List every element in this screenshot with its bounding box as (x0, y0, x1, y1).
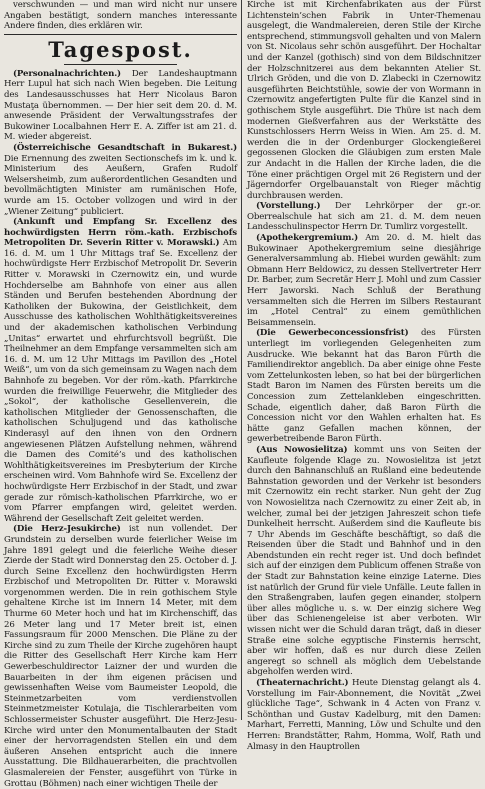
article-gesandtschaft (4, 143, 237, 217)
article-body: Der Landeshauptmann Herr Lupul hat sich nach Wien begeben. Die Leitung des Landesausschusses hat Herr Nicolaus Baron Mustaţa übernommen. — Der hier seit dem 20. d. M. anwesende Präsident der Verwaltungsstrafes der Bukowiner Localbahnen Herr E. A. Ziffer ist am 21. d. M. wieder abgereist. (4, 68, 237, 143)
right-column (247, 0, 481, 752)
article-vorstellung (247, 201, 481, 233)
article-body: kommt uns von Seiten der Kaufleute folgende Klage zu. Nowosielitza ist jetzt durch den Bahnanschluß an Rußland eine bedeutende Bahnstation geworden und der Verkehr ist besonders mit Czernowitz ein recht starker. Nun geht der Zug von Nowosielitza nach Czernowitz zu einer Zeit ab, in welcher, zumal bei der jetzigen Jahreszeit schon tiefe Dunkelheit herrscht. Außerdem sind die Kaufleute bis 7 Uhr Abends im Geschäfte beschäftigt, so daß die Reisenden über die Stadt und Bahnhof und in den Abendstunden ein recht reger ist. Und doch befindet sich auf der einzigen dem Publicum offenen Straße von der Stadt zur Bahnstation keine einzige Laterne. Dies ist natürlich der Grund für viele Unfälle. Leute fallen in den Straßengraben, laufen gegen einander, stolpern über alles mögliche u. s. w. Der einzig sichere Weg über das Schienengeleise ist aber verboten. Wir wissen nicht wer die Schuld daran trägt, daß in dieser Straße eine solche egyptische Finsternis herrscht, aber wir hoffen, daß es nur durch diese Zeilen angeregt so schnell als möglich dem Uebelstande abgeholfen werden wird. (247, 444, 481, 678)
article-headline: (Ankunft und Empfang Sr. Excellenz des hochwürdigsten Herrn röm.-kath. Erzbischofs Metropoliten Dr. Severin Ritter v. Morawski.) (4, 217, 237, 249)
article-body: Am 16. d. M. um 1 Uhr Mittags traf Se. Excellenz der hochwürdigste Herr Erzbischof Metropolit Dr. Severin Ritter v. Morawski in Czernowitz ein, und wurde Hochderselbe am Bahnhofe von einer aus allen Ständen und Berufen bestehenden Abordnung der Katholiken der Bukowina, der Geistlichkeit, dem Ausschusse des katholischen Wohlthätigkeitsvereines und der akademischen katholischen Verbindung „Unitas“ erwartet und ehrfurchtsvoll begrüßt. Die Theilnehmer an dem Empfange versammelten sich am 16. d. M. um 12 Uhr Mittags im Pavillon des „Hotel Weiß“, um von da sich gemeinsam zu Wagen nach dem Bahnhofe zu begeben. Vor der röm.-kath. Pfarrkirche wurden die freiwillige Feuerwehr, die Mitglieder des „Sokol“, der katholische Gesellenverein, die katholischen Mitglieder der Genossenschaften, die katholischen Schuljugend und das katholische Kinderasyl auf den ihnen von den Ordnern angewiesenen Plätzen Aufstellung nehmen, während die Damen des Comité’s und des katholischen Wohlthätigkeitsvereines im Presbyterium der Kirche erscheinen wird. Vom Bahnhofe wird Se. Excellenz der hochwürdigste Herr Erzbischof in der Stadt, und zwar gerade zur römisch-katholischen Pfarrkirche, wo er vom Pfarrer empfangen wird, geleitet werden. Während der Gesellschaft Zeit geleitet werden. (4, 238, 237, 524)
article-headline: (Aus Nowosielitza) (256, 444, 348, 455)
section-masthead: Tagespost. (48, 36, 193, 62)
article-apothekergremium (247, 233, 481, 328)
article-nowosielitza (247, 445, 481, 678)
article-headline: (Die Gewerbeconcessionsfrist) (256, 328, 409, 339)
article-theater (247, 678, 481, 752)
article-headline: (Österreichische Gesandtschaft in Bukarest.) (13, 142, 237, 153)
article-headline: (Theaternachricht.) (256, 678, 349, 688)
left-column (4, 0, 237, 789)
section-rule (4, 34, 237, 35)
article-body: Der Lehrkörper der gr.-or. Oberrealschule hat sich am 21. d. M. dem neuen Landesschulinspector Herrn Dr. Tumlirz vorgestellt. (247, 201, 481, 233)
article-headline: (Die Herz-Jesukirche) (13, 524, 121, 535)
article-body: ist nun vollendet. Der Grundstein zu derselben wurde feierlicher Weise im Jahre 1891 gelegt und die feierliche Weihe dieser Zierde der Stadt wird Donnerstag den 25. October d. J. durch Seine Excellenz den hochwürdigsten Herrn Erzbischof und Metropoliten Dr. Ritter v. Morawski vorgenommen werden. Die in rein gothischem Style gehaltene Kirche ist im Innern 14 Meter, mit dem Thurme 60 Meter hoch und hat im Kirchenschiff, das 26 Meter lang und 17 Meter breit ist, einen Fassungsraum für 2000 Menschen. Die Pläne zu der Kirche sind zu zum Theile der Kirche zugehören haupt die Ritter des Gesellschaft Herr Kirche kam Herr Gewerbeschuldirector Laizner der und wurden die Bauarbeiten in der ihm eigenen präcisen und gewissenhaften Weise vom Baumeister Leopold, die Steinmetzarbeiten vom verdienstvollen Steinmetzmeister Kotulaja, die Tischlerarbeiten vom Schlossermeister Schuster ausgeführt. Die Herz-Jesu-Kirche wird unter den Monumentalbauten der Stadt einer der hervorragendsten Stellen ein und dem äußeren Ansehen entspricht auch die innere Ausstattung. Die Bildhauerarbeiten, die prachtvollen Glasmalereien der Fenster, ausgeführt von Türke in Grottau (Böhmen) nach einer wichtigen Theile der (4, 524, 237, 789)
article-body: Am 20. d. M. hielt das Bukowinaer Apothekergremium seine diesjährige Generalversammlung ab. Hiebei wurden gewählt: zum Obmann Herr Beldowicz, zu dessen Stellvertreter Herr Dr. Barber, zum Secretär Herr J. Mohl und zum Cassier Herr Jaworski. Nach Schluß der Berathung versammelten sich die Herren im Silbers Restaurant im „Hotel Central“ zu einem gemüthlichen Beisammensein. (247, 233, 481, 328)
article-personal (4, 69, 237, 143)
article-headline: (Apothekergremium.) (256, 233, 359, 244)
article-headline: (Vorstellung.) (256, 201, 321, 212)
article-body: Die Ernennung des zweiten Sectionschefs im k. und k. Ministerium des Aeußern, Grafen Rudolf Welsersheimb, zum außerordentlichen Gesandten und bevollmächtigten Minister am rumänischen Hofe, wurde am 15. October vollzogen und wird in der „Wiener Zeitung“ publiciert. (4, 153, 237, 217)
article-ankunft (4, 217, 237, 524)
masthead-rule (64, 64, 177, 65)
article-body: Kirche ist mit Kirchenfabrikaten aus der Fürst Lichtenstein’schen Fabrik in Unter-Themenau ausgelegt, die Wandmalereien, deren Stile der Kirche entsprechend, stimmungsvoll gehalten und von Malern von St. Nicolaus sehr schön ausgeführt. Der Hochaltar und der Kanzel (gothisch) sind von dem Bildschnitzer der Holzschnitzerei aus dem bekannten Atelier St. Ulrich Gröden, und die von D. Zlabecki in Czernowitz ausgeführten Beichtstühle, sowie der von Wormann in Czernowitz angefertigten Pulte für die Kanzel sind in gothischem Style ausgeführt. Die Thüre ist nach dem modernen Gießverfahren aus der Werkstätte des Kunstschlossers Herrn Weiss in Wien. Am 25. d. M. werden die in der Ordenburger Glockengießerei gegossenen Glocken die Gläubigen zum ersten Male zur Andacht in die Hallen der Kirche laden, die die Töne einer prächtigen Orgel mit 26 Registern und der Jägerndorfer Orgelbauanstalt von Rieger mächtig durchbrausen werden. (247, 0, 481, 201)
column-divider (241, 0, 242, 720)
article-gewerbe (247, 328, 481, 445)
article-body: Heute Dienstag gelangt als 4. Vorstellung im Fair-Abonnement, die Novität „Zwei glückliche Tage“, Schwank in 4 Acten von Franz v. Schönthan und Gustav Kadelburg, mit den Damen: Marhart, Ferretti, Manning, Löw und Schulte und den Herren: Brandstätter, Rahm, Homma, Wolf, Rath und Almasy in den Hauptrollen (247, 678, 481, 752)
article-continuation (247, 0, 481, 201)
top-fragment: verschwunden — und man wird nicht nur unsere Angaben bestätigt, sondern manches interessante Andere finden, dies erklären wir. (4, 0, 237, 32)
article-body: des Fürsten unterliegt im vorliegenden Gelegenheiten zum Ausdrucke. Wie bekannt hat das Baron Fürth die Familiendirektor angeblich. Da aber einige ohne Feste vom Zettelunkosten leben, so hat bei der bürgerlichen Stadt Baron im Namen des Fürsten bereits um die Concession zum Zettelankleben eingeschritten. Schade, eigentlich daher, daß Baron Fürth die Concession nicht vor den Wahlen erhalten hat. Es hätte ganz Gefallen machen können, der gewerbetreibende Baron Fürth. (247, 328, 481, 445)
article-herz-jesu (4, 524, 237, 789)
article-headline: (Personalnachrichten.) (13, 68, 121, 79)
